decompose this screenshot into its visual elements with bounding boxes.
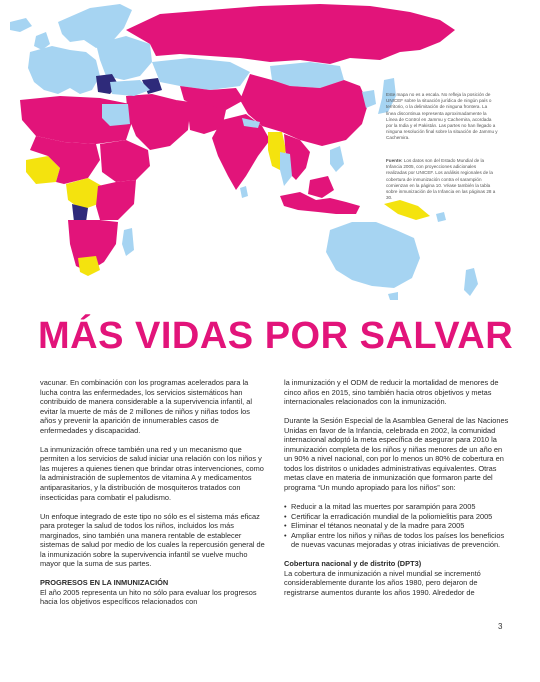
map-disclaimer-note: [386, 92, 498, 142]
paragraph: El año 2005 representa un hito no sólo para evaluar los progresos hacia los objetivos específicos relacionados con: [40, 587, 257, 607]
map-disclaimer-text: Este mapa no es a escala. No refleja la posición de UNICEF sobre la situación jurídica de ningún país o territorio, o la delimitación de ninguna frontera. La línea discontinua representa aproximadamente la Línea de Control en Jammu y Cachemira, acordada por la India y el Pakistán. Las partes no han llegado a ninguna resolución final sobre la situación de Jammu y Cachemira.: [386, 92, 498, 141]
map-source-note: [386, 158, 498, 201]
article-column-right: [284, 378, 510, 607]
paragraph: Durante la Sesión Especial de la Asamblea General de las Naciones Unidas en favor de la Infancia, celebrada en 2002, la comunidad internacional adoptó la meta específica de asegurar para 2010 la inmunización completa de los niños y niñas menores de un año en un 90% a nivel nacional, con por lo menos un 80% de cobertura en todos los distritos o unidades administrativas equivalentes. Otras metas clave en materia de inmunización que formaron parte del programa “Un mundo apropiado para los niños” son:: [284, 416, 509, 492]
article-column-left: [40, 378, 266, 616]
paragraph: Un enfoque integrado de este tipo no sólo es el sistema más eficaz para proteger la salud de todos los niños, incluidos los más marginados, sino también una manera rentable de establecer sistemas de salud por medio de los cuales la repercusión general de la inmunización sobre la supervivencia infantil se vuelve mucho mayor que la suma de sus partes.: [40, 511, 265, 569]
list-item: • Reducir a la mitad las muertes por sarampión para 2005: [284, 502, 510, 512]
paragraph: La inmunización ofrece también una red y un mecanismo que permiten a los servicios de salud iniciar una relación con los niños y las mujeres a quienes tienen que brindar otras intervenciones, como la administración de suplementos de vitamina A y medicamentos antiparasitarios, y la distribución de mosquiteros tratados con insecticidas para combatir el paludismo.: [40, 444, 264, 502]
page-number: 3: [498, 622, 503, 631]
map-source-label: Fuente:: [386, 158, 403, 163]
list-item: • Ampliar entre los niños y niñas de todos los países los beneficios de nuevas vacunas mejoradas y otras iniciativas de prevención.: [284, 531, 510, 550]
list-item: • Eliminar el tétanos neonatal y de la madre para 2005: [284, 521, 510, 531]
section-heading: PROGRESOS EN LA INMUNIZACIÓN: [40, 578, 169, 588]
goals-list: [284, 502, 510, 550]
paragraph: vacunar. En combinación con los programas acelerados para la lucha contra las enfermedades, los servicios sistemáticos han contribuido de manera considerable a la supervivencia infantil, al evitar la muerte de más de 2 millones de niños y niñas todos los años y prevenir la aparición de innumerables casos de enfermedades y discapacidad.: [40, 378, 252, 435]
page-title: MÁS VIDAS POR SALVAR: [38, 315, 514, 357]
section-heading: Cobertura nacional y de distrito (DPT3): [284, 559, 422, 569]
list-item: • Certificar la erradicación mundial de la poliomielitis para 2005: [284, 512, 510, 522]
paragraph: La cobertura de inmunización a nivel mundial se incrementó considerablemente durante los años 1980, pero dejaron de registrarse aumentos durante los años 1990. Alrededor de: [284, 568, 481, 597]
map-source-text: Los datos son del Estado Mundial de la Infancia 2005, con proyecciones adicionales realizadas por UNICEF. Los análisis regionales de la cobertura de inmunización contra el sarampión comienzan en la página 10. Véase también la tabla sobre inmunización de la Infancia en las páginas 28 a 30.: [386, 158, 496, 201]
paragraph: la inmunización y el ODM de reducir la mortalidad de menores de cinco años en 2015, sino también hacia otros objetivos y metas internacionales relacionados con la inmunización.: [284, 378, 499, 407]
world-map: [0, 0, 540, 300]
